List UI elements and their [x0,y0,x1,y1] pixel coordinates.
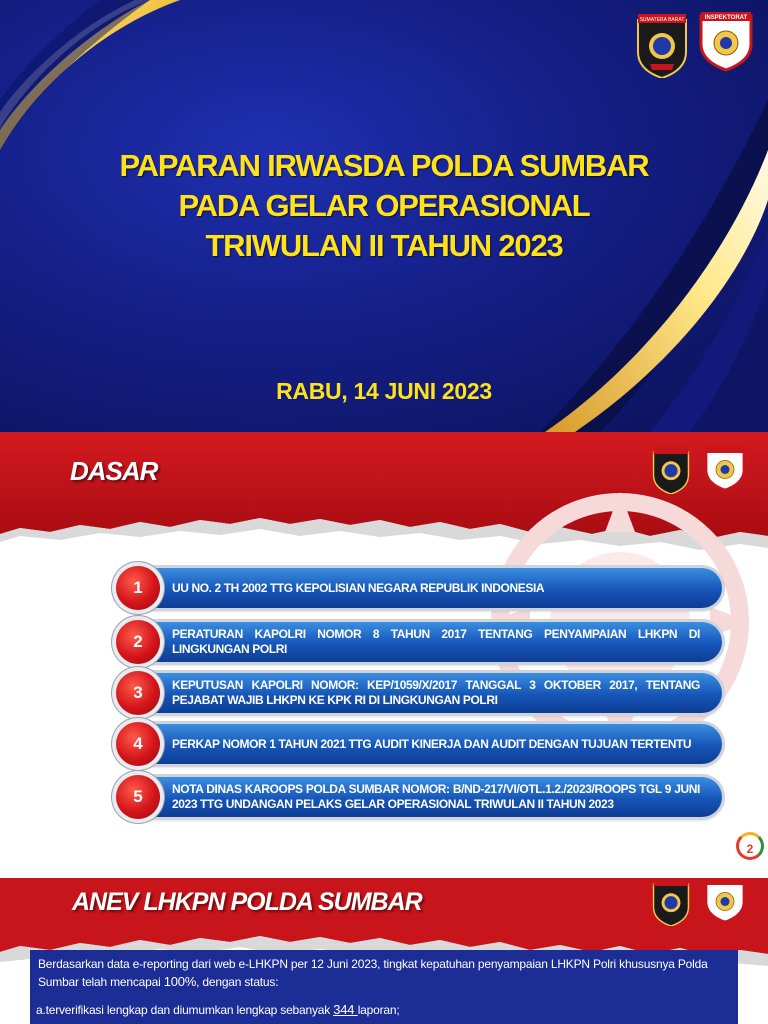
anev-slide [0,864,768,1024]
section-title-anev: ANEV LHKPN POLDA SUMBAR [72,888,422,916]
dasar-item [110,722,726,768]
item-a-text: laporan; [357,1003,400,1017]
item-number-badge: 1 [116,566,160,610]
anev-info-box [30,950,738,1024]
title-line: PADA GELAR OPERASIONAL [178,188,590,223]
anev-paragraph [38,956,728,991]
item-number-badge: 3 [116,671,160,715]
item-text: NOTA DINAS KAROOPS POLDA SUMBAR NOMOR: B/ND-217/VI/OTL.1.2./2023/ROOPS TGL 9 JUNI 2023 TTG UNDANGAN PELAKS GELAR OPERASIONAL TRIWULAN II TAHUN 2023 [172,782,700,811]
dasar-item [110,620,726,666]
presentation-date: RABU, 14 JUNI 2023 [276,378,492,404]
polda-sumbar-logo [636,12,688,78]
polda-sumbar-logo [652,878,690,926]
dasar-item [110,566,726,612]
item-text: KEPUTUSAN KAPOLRI NOMOR: KEP/1059/X/2017 TANGGAL 3 OKTOBER 2017, TENTANG PEJABAT WAJIB LHKPN KE KPK RI DI LINGKUNGAN POLRI [172,678,700,707]
svg-text:SUMATERA BARAT: SUMATERA BARAT [639,17,685,23]
title-line: PAPARAN IRWASDA POLDA SUMBAR [119,148,649,183]
paragraph-text: , dengan status: [196,975,279,989]
dasar-item [110,671,726,717]
item-text: PERATURAN KAPOLRI NOMOR 8 TAHUN 2017 TENTANG PENYAMPAIAN LHKPN DI LINGKUNGAN POLRI [172,627,700,656]
anev-item-a [36,1002,726,1017]
section-title-dasar: DASAR [70,456,158,486]
item-number-badge: 5 [116,775,160,819]
svg-text:INSPEKTORAT: INSPEKTORAT [704,15,748,21]
page-number: 2 [736,832,764,860]
inspektorat-logo [698,10,754,72]
item-text: PERKAP NOMOR 1 TAHUN 2021 TTG AUDIT KINERJA DAN AUDIT DENGAN TUJUAN TERTENTU [172,736,692,751]
dasar-slide [0,432,768,864]
verified-report-count: 344 [333,1002,358,1017]
item-a-text: a.terverifikasi lengkap dan diumumkan lengkap sebanyak [36,1003,334,1017]
item-number-badge: 2 [116,620,160,664]
title-line: TRIWULAN II TAHUN 2023 [205,228,563,263]
paragraph-text: Berdasarkan data e-reporting dari web e-LHKPN per 12 Juni 2023, tingkat kepatuhan penyampaian LHKPN Polri khususnya Polda Sumbar telah mencapai [38,957,708,989]
title-slide [0,0,768,432]
item-number-badge: 4 [116,722,160,766]
presentation-title [0,146,768,266]
item-text: UU NO. 2 TH 2002 TTG KEPOLISIAN NEGARA REPUBLIK INDONESIA [172,580,545,595]
dasar-item [110,775,726,821]
compliance-percentage: 100% [163,974,197,989]
inspektorat-logo [704,876,746,924]
